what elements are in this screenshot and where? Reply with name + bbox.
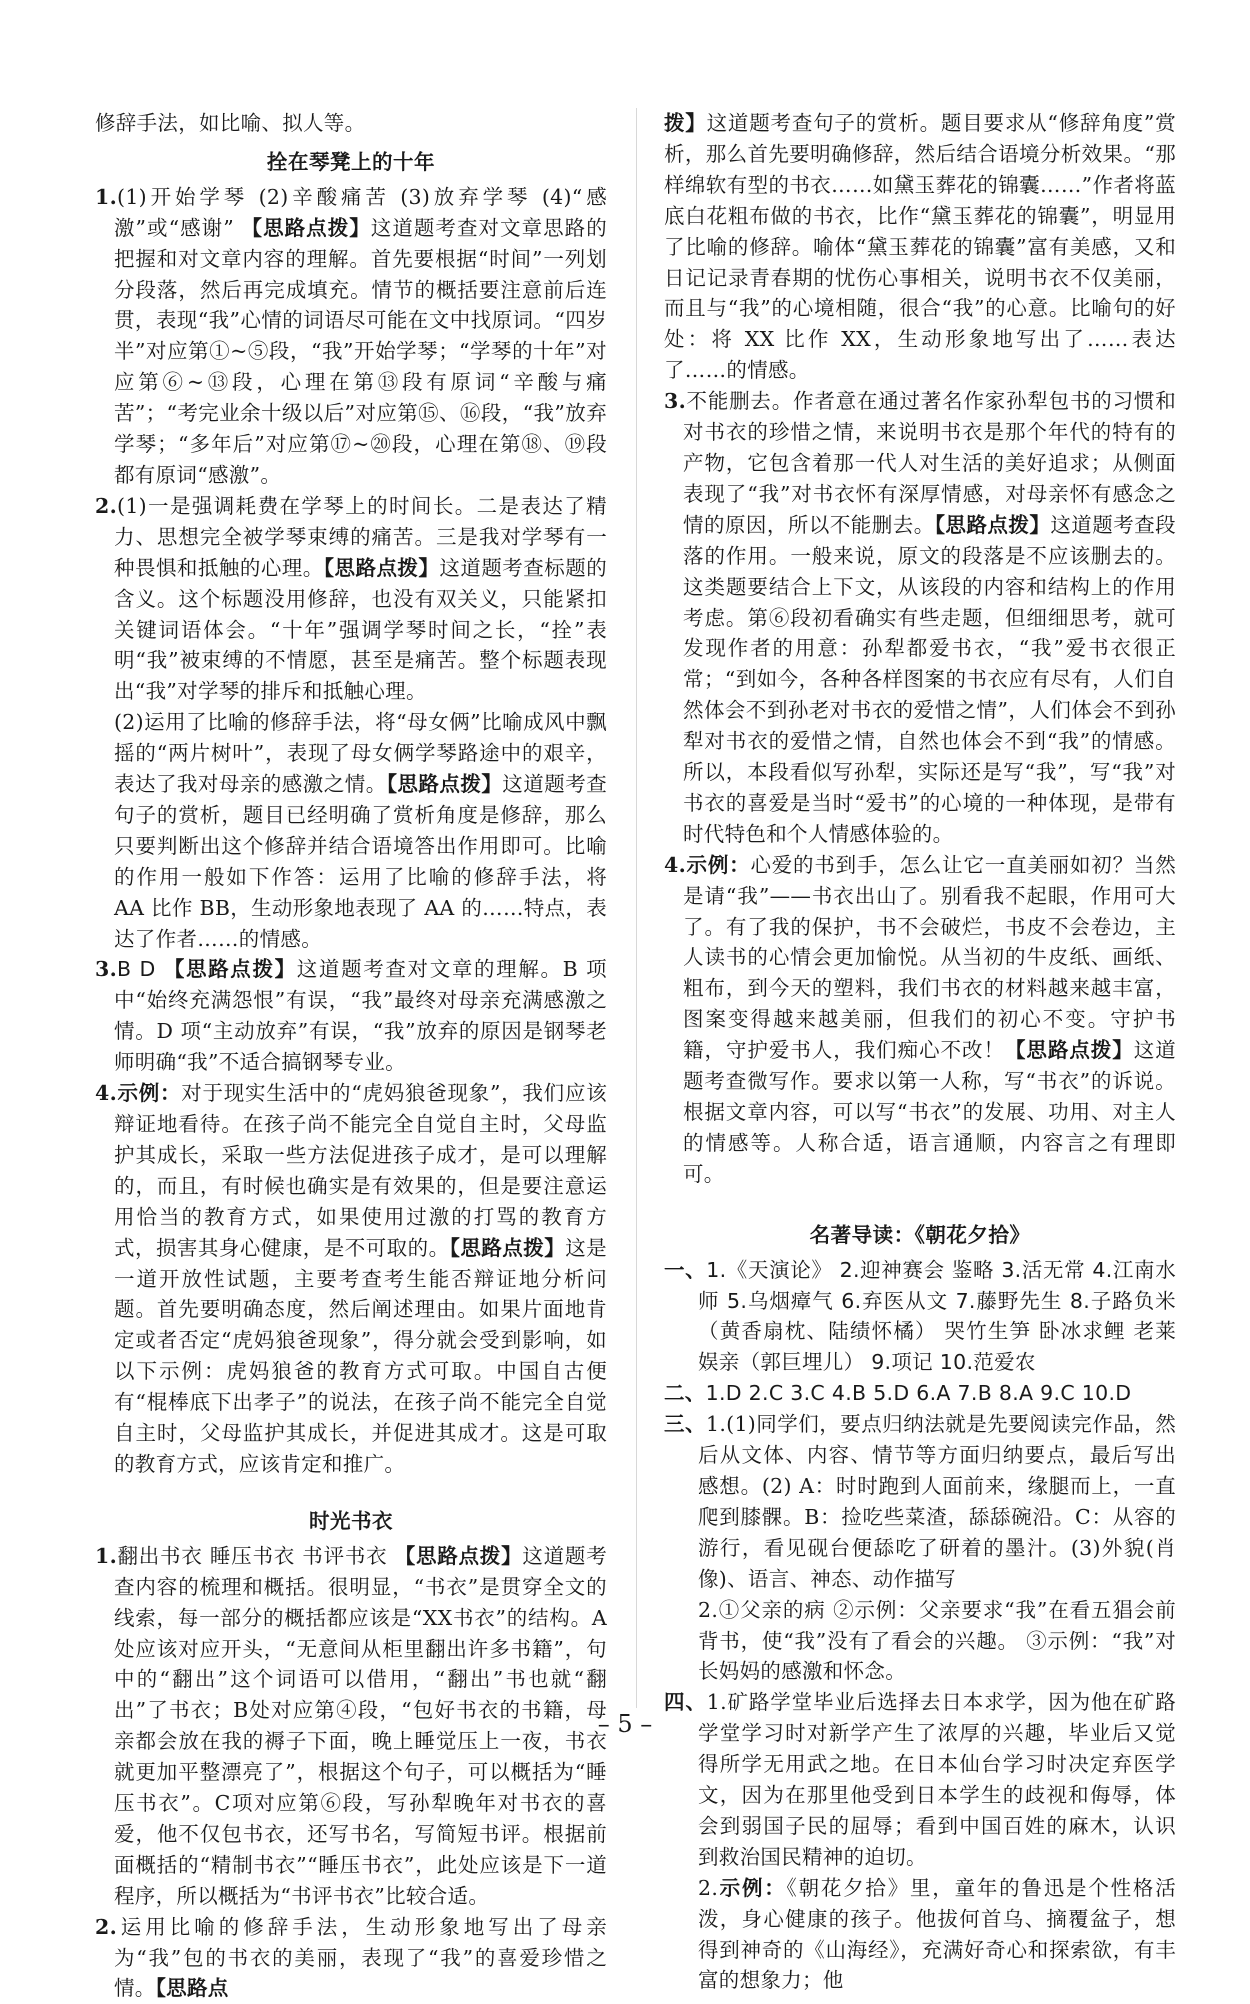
part-number: 四、 [664, 1690, 707, 1715]
column-divider [636, 108, 637, 1708]
answer-number: 4. [95, 1081, 118, 1106]
answer-number: 2. [698, 1875, 719, 1900]
hint-label: 拨】 [664, 111, 707, 135]
answer-number: 3. [664, 389, 687, 414]
example-label: 示例： [686, 852, 751, 877]
hint-text: 这道题考查微写作。要求以第一人称，写“书衣”的诉说。根据文章内容，可以写“书衣”的发展、功用、对主人的情感等。人称合适，语言通顺，内容言之有理即可。 [683, 1038, 1176, 1186]
part-number: 三、 [664, 1412, 706, 1437]
part-1 [664, 1255, 1176, 1379]
answer-text: 心爱的书到手，怎么让它一直美丽如初？当然是请“我”——书衣出山了。别看我不起眼，作用可大了。有了我的保护，书不会破烂，书皮不会卷边，主人读书的心情会更加愉悦。从当初的牛皮纸、画纸、粗布，到今天的塑料，我们书衣的材料越来越丰富，图案变得越来越美丽，但我们的初心不变。守护书籍，守护爱书人，我们痴心不改！ [683, 852, 1177, 1063]
answer-number: 3. [95, 957, 118, 982]
answer-text: (1)一是强调耗费在学琴上的时间长。二是表达了精力、思想完全被学琴束缚的痛苦。三是我对学琴有一种畏惧和抵触的心理。 [114, 493, 607, 580]
answer-text: 1.《天演论》 2.迎神赛会 鉴略 3.活无常 4.江南水师 5.乌烟瘴气 6.弃医从文 7.藤野先生 8.子路负米（黄香扇枕、陆绩怀橘） 哭竹生笋 卧冰求鲤 老莱娱亲（郭巨埋儿） 9.项记 10.范爱农 [698, 1257, 1176, 1375]
answer-number: 2. [95, 1914, 118, 1939]
part-4-item-2 [664, 1873, 1176, 1997]
part-number: 二、 [664, 1381, 706, 1406]
example-label: 示例： [718, 1875, 787, 1900]
answer-2-part2 [95, 707, 607, 954]
hint-label: 【思路点 [155, 1976, 229, 2001]
answer-text: 2.①父亲的病 ②示例：父亲要求“我”在看五猖会前背书，使“我”没有了看会的兴趣。 ③示例：“我”对长妈妈的感激和怀念。 [698, 1597, 1176, 1684]
answer-4 [664, 850, 1176, 1190]
example-label: 示例： [117, 1081, 182, 1106]
answer-2 [95, 491, 607, 707]
part-3 [664, 1409, 1176, 1594]
hint-text: 这道题考查内容的梳理和概括。很明显，“书衣”是贯穿全文的线索，每一部分的概括都应该是“XX书衣”的结构。A处应该对应开头，“无意间从柜里翻出许多书籍”，句中的“翻出”这个词语可以借用，“翻出”书也就“翻出”了书衣；B处对应第④段，“包好书衣的书籍，母亲都会放在我的褥子下面，晚上睡觉压上一夜，书衣就更加平整漂亮了”，根据这个句子，可以概括为“睡压书衣”。C项对应第⑥段，写孙犁晚年对书衣的喜爱，他不仅包书衣，还写书名，写简短书评。根据前面概括的“精制书衣”“睡压书衣”，此处应该是下一道程序，所以概括为“书评书衣”比较合适。 [114, 1543, 607, 1908]
part-2 [664, 1378, 1176, 1409]
hint-text: 这道题考查句子的赏析。题目要求从“修辞角度”赏析，那么首先要明确修辞，然后结合语境分析效果。“那样绵软有型的书衣……如黛玉葬花的锦囊……”作者将蓝底白花粗布做的书衣，比作“黛玉葬花的锦囊”，明显用了比喻的修辞。喻体“黛玉葬花的锦囊”富有美感，又和日记记录青春期的忧伤心事相关，说明书衣不仅美丽，而且与“我”的心境相随，很合“我”的心意。比喻句的好处：将 XX 比作 XX，生动形象地写出了……表达了……的情感。 [664, 111, 1176, 383]
section-title-qin: 拴在琴凳上的十年 [267, 149, 435, 174]
hint-label: 【思路点拨】 [934, 512, 1051, 537]
part-3-item-2 [664, 1595, 1176, 1688]
page-number: – 5 – [597, 1710, 653, 1738]
hint-text: 这道题考查对文章思路的把握和对文章内容的理解。首先要根据“时间”一列划分段落，然后再完成填充。情节的概括要注意前后连贯，表现“我”心情的词语尽可能在文中找原词。“四岁半”对应第①~⑤段，“我”开始学琴；“学琴的十年”对应第⑥~⑬段，心理在第⑬段有原词“辛酸与痛苦”；“考完业余十级以后”对应第⑮、⑯段，“我”放弃学琴；“多年后”对应第⑰~⑳段，心理在第⑱、⑲段都有原词“感激”。 [114, 215, 607, 487]
hint-text: 这道题考查句子的赏析，题目已经明确了赏析角度是修辞，那么只要判断出这个修辞并结合语境答出作用即可。比喻的作用一般如下作答：运用了比喻的修辞手法，将 AA 比作 BB，生动形象地表现了 AA 的……特点，表达了作者……的情感。 [114, 772, 607, 951]
answer-2 [95, 1912, 607, 2004]
answer-3 [664, 386, 1176, 850]
answer-text: 1.D 2.C 3.C 4.B 5.D 6.A 7.B 8.A 9.C 10.D [705, 1381, 1132, 1406]
answer-text: 对于现实生活中的“虎妈狼爸现象”，我们应该辩证地看待。在孩子尚不能完全自觉自主时，父母监护其成长，采取一些方法促进孩子成才，是可以理解的，而且，有时候也确实是有效果的，但是要注意运用恰当的教育方式，如果使用过激的打骂的教育方式，损害其身心健康，是不可取的。 [114, 1081, 607, 1260]
hint-label: 【思路点拨】 [323, 555, 440, 580]
answer-number: 1. [95, 184, 118, 209]
answer-3 [95, 954, 607, 1078]
hint-label: 【思路点拨】 [241, 215, 371, 240]
answer-4 [95, 1078, 607, 1480]
answer-number: 4. [664, 852, 687, 877]
hint-label: 【思路点拨】 [449, 1235, 566, 1260]
answer-number: 1. [95, 1543, 118, 1568]
hint-text: 这道题考查对文章的理解。B 项中“始终充满怨恨”有误，“我”最终对母亲充满感激之情。D 项“主动放弃”有误，“我”放弃的原因是钢琴老师明确“我”不适合搞钢琴专业。 [114, 957, 607, 1075]
hint-text: 这道题考查段落的作用。一般来说，原文的段落是不应该删去的。这类题要结合上下文，从该段的内容和结构上的作用考虑。第⑥段初看确实有些走题，但细细思考，就可发现作者的用意：孙犁都爱书衣，“我”爱书衣很正常；“到如今，各种各样图案的书衣应有尽有，人们自然体会不到孙老对书衣的爱惜之情”，人们体会不到孙犁对书衣的爱惜之情，自然也体会不到“我”的情感。所以，本段看似写孙犁，实际还是写“我”，写“我”对书衣的喜爱是当时“爱书”的心境的一种体现，是带有时代特色和个人情感体验的。 [683, 512, 1176, 846]
intro-text: 修辞手法，如比喻、拟人等。 [95, 111, 366, 135]
section-title-shuyi: 时光书衣 [309, 1508, 393, 1533]
answer-number: 2. [95, 493, 118, 518]
hint-label: 【思路点拨】 [1004, 1038, 1134, 1063]
hint-label: 【思路点拨】 [163, 957, 297, 982]
answer-text: B D [117, 957, 164, 982]
answer-1 [95, 182, 607, 491]
hint-label: 【思路点拨】 [394, 1543, 523, 1568]
answer-text: 1.(1)同学们，要点归纳法就是先要阅读完作品，然后从文体、内容、情节等方面归纳要点，最后写出感想。(2) A：时时跑到人面前来，缘腿而上，一直爬到膝髁。B：捡吃些菜渣，舔舔碗沿。C：从容的游行，看见砚台便舔吃了研着的墨汁。(3)外貌(肖像)、语言、神态、动作描写 [698, 1412, 1176, 1591]
answer-text: 《朝花夕拾》里，童年的鲁迅是个性格活泼，身心健康的孩子。他拔何首乌、摘覆盆子，想得到神奇的《山海经》，充满好奇心和探索欲，有丰富的想象力；他 [698, 1875, 1176, 1993]
hint-text: 这道题考查标题的含义。这个标题没用修辞，也没有双关义，只能紧扣关键词语体会。“十年”强调学琴时间之长，“拴”表明“我”被束缚的不情愿，甚至是痛苦。整个标题表现出“我”对学琴的排斥和抵触心理。 [114, 555, 608, 704]
hint-label: 【思路点拨】 [386, 772, 503, 797]
answer-text: (1)开始学琴 (2)辛酸痛苦 (3)放弃学琴 (4)“感激”或“感谢” [114, 184, 607, 240]
section-title-zhaohua: 名著导读：《朝花夕拾》 [809, 1222, 1031, 1247]
hint-text: 这是一道开放性试题，主要考查考生能否辩证地分析问题。首先要明确态度，然后阐述理由。如果片面地肯定或者否定“虎妈狼爸现象”，得分就会受到影响，如以下示例：虎妈狼爸的教育方式可取。中国自古便有“棍棒底下出孝子”的说法，在孩子尚不能完全自觉自主时，父母监护其成长，并促进其成才。这是可取的教育方式，应该肯定和推广。 [114, 1235, 607, 1476]
answer-text: (2)运用了比喻的修辞手法，将“母女俩”比喻成风中飘摇的“两片树叶”，表现了母女俩学琴路途中的艰辛，表达了我对母亲的感激之情。 [114, 710, 607, 797]
answer-text: 运用比喻的修辞手法，生动形象地写出了母亲为“我”包的书衣的美丽，表现了“我”的喜爱珍惜之情。 [114, 1914, 607, 2001]
part-number: 一、 [664, 1257, 707, 1282]
continued-hint [664, 108, 1176, 386]
answer-text: 不能删去。作者意在通过著名作家孙犁包书的习惯和对书衣的珍惜之情，来说明书衣是那个年代的特有的产物，它包含着那一代人对生活的美好追求；从侧面表现了“我”对书衣怀有深厚情感，对母亲怀有感念之情的原因，所以不能删去。 [683, 389, 1176, 537]
answer-text: 1.矿路学堂毕业后选择去日本求学，因为他在矿路学堂学习时对新学产生了浓厚的兴趣，毕业后又觉得所学无用武之地。在日本仙台学习时决定弃医学文，因为在那里他受到日本学生的歧视和侮辱，体会到弱国子民的屈辱；看到中国百姓的麻木，认识到救治国民精神的迫切。 [698, 1690, 1176, 1869]
answer-text: 翻出书衣 睡压书衣 书评书衣 [117, 1543, 395, 1568]
